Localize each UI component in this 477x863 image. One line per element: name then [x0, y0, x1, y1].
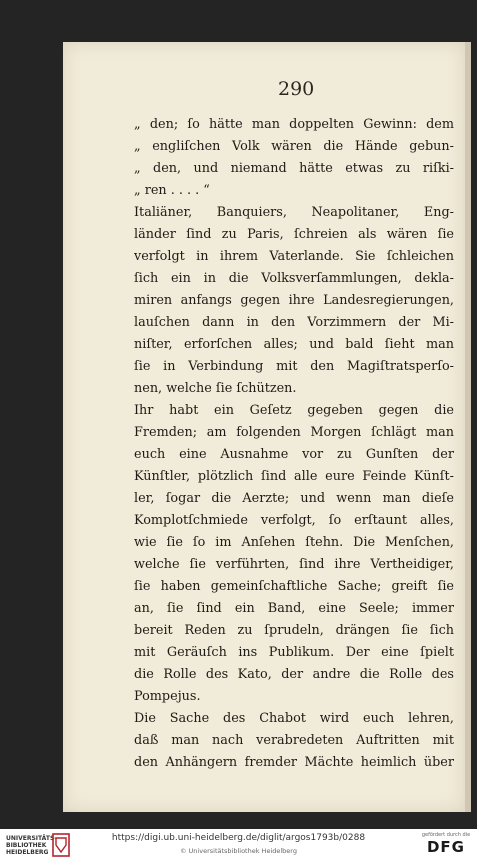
text-line: „ den; ſo hätte man doppelten Gewinn: dem [134, 117, 454, 132]
library-name-line: HEIDELBERG [6, 849, 49, 856]
text-line: ſie haben gemeinſchaftliche Sache; greift ſie [134, 579, 454, 594]
viewer-footer [0, 829, 477, 863]
library-name-line: BIBLIOTHEK [6, 842, 47, 849]
text-line: die Rolle des Kato, der andre die Rolle des [134, 667, 454, 682]
body-text [134, 114, 454, 774]
text-line: lauſchen dann in den Vorzimmern der Mi- [134, 315, 454, 330]
text-line: Italiäner, Banquiers, Neapolitaner, Eng- [134, 205, 454, 220]
text-line: miren anfangs gegen ihre Landesregierungen, [134, 293, 454, 308]
text-line: ſich ein in die Volksverſammlungen, dekla- [134, 271, 454, 286]
page-number: 290 [278, 78, 315, 100]
text-line: Pompejus. [134, 689, 201, 704]
text-line: nen, welche ſie ſchützen. [134, 381, 297, 396]
text-line: verfolgt in ihrem Vaterlande. Sie ſchleichen [134, 249, 454, 264]
text-line: ler, ſogar die Aerzte; und wenn man dieſe [134, 491, 454, 506]
text-line: den Anhängern fremder Mächte heimlich über [134, 755, 454, 770]
text-line: „ engliſchen Volk wären die Hände gebun- [134, 139, 454, 154]
text-line: ſie in Verbindung mit den Magiſtratsperſo- [134, 359, 454, 374]
text-line: an, ſie ſind ein Band, eine Seele; immer [134, 601, 454, 616]
dfg-logo[interactable] [420, 832, 472, 860]
library-name-line: UNIVERSITÄTS- [6, 835, 57, 842]
text-line: „ ren . . . . “ [134, 183, 210, 198]
dfg-wordmark: DFG [426, 838, 465, 856]
copyright-notice: © Universitätsbibliothek Heidelberg [179, 847, 297, 855]
dfg-caption: gefördert durch die [421, 832, 471, 838]
text-line: niſter, erforſchen alles; und bald ſieht man [134, 337, 454, 352]
text-line: wie ſie ſo im Anſehen ſtehn. Die Menſchen, [134, 535, 454, 550]
text-line: euch eine Ausnahme vor zu Gunſten der [134, 447, 454, 462]
text-line: Künſtler, plötzlich ſind alle eure Feinde Künſt- [134, 469, 454, 484]
text-line: daß man nach verabredeten Auftritten mit [134, 733, 454, 748]
text-line: mit Geräuſch ins Publikum. Der eine ſpielt [134, 645, 454, 660]
text-line: bereit Reden zu ſprudeln, drängen ſie ſich [134, 623, 454, 638]
text-line: welche ſie verführten, ſind ihre Vertheidiger, [134, 557, 454, 572]
text-line: Ihr habt ein Geſetz gegeben gegen die [134, 403, 454, 418]
text-line: „ den, und niemand hätte etwas zu riſki- [134, 161, 454, 176]
text-line: Komplotſchmiede verfolgt, ſo erſtaunt alles, [134, 513, 454, 528]
permalink-url[interactable]: https://digi.ub.uni-heidelberg.de/diglit/argos1793b/0288 [111, 833, 366, 843]
text-line: Fremden; am folgenden Morgen ſchlägt man [134, 425, 454, 440]
page-edge [465, 42, 471, 812]
text-line: Die Sache des Chabot wird euch lehren, [134, 711, 454, 726]
text-line: länder ſind zu Paris, ſchreien als wären ſie [134, 227, 454, 242]
